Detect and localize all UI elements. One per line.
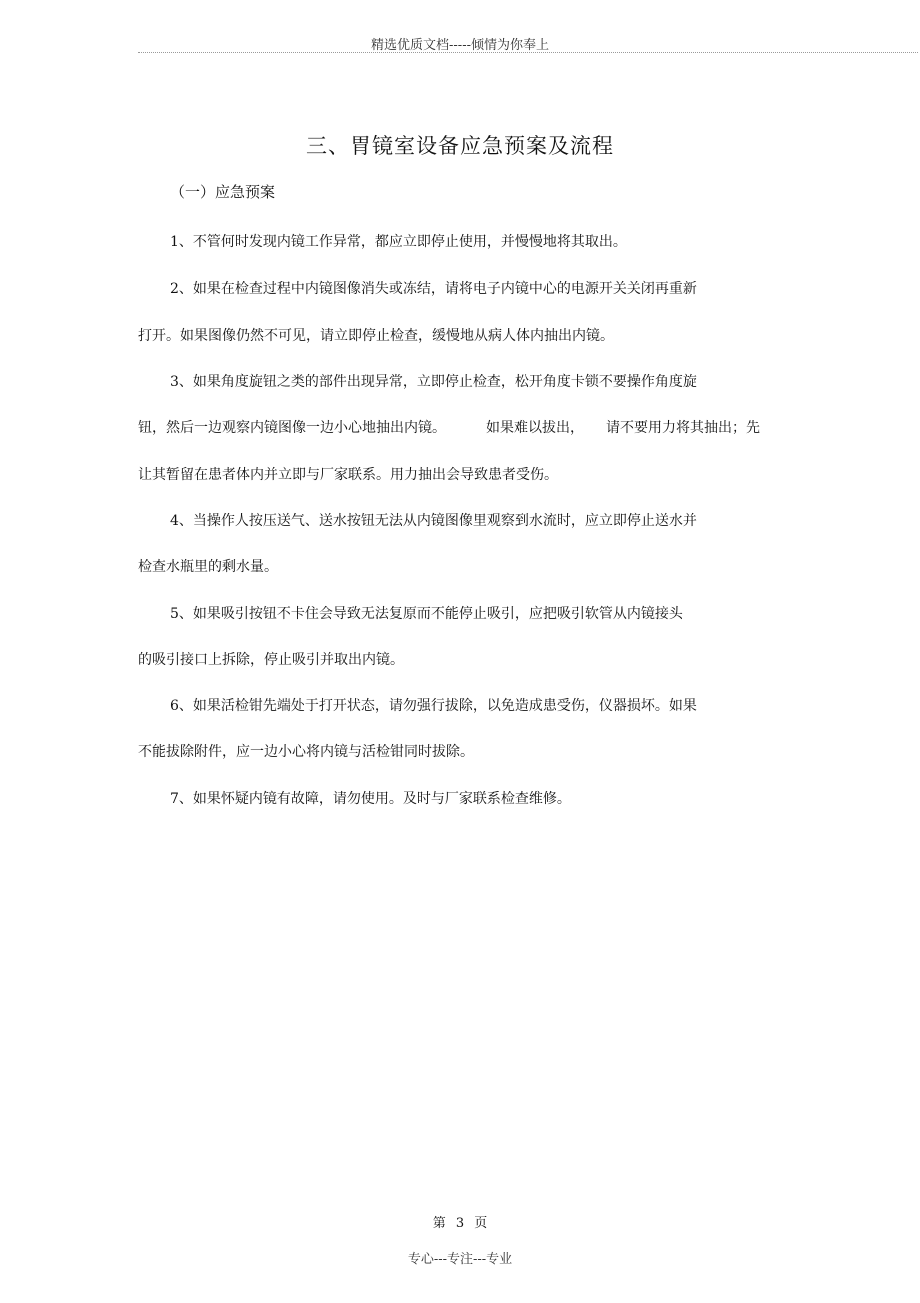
paragraph-5-line-1: 5、如果吸引按钮不卡住会导致无法复原而不能停止吸引，应把吸引软管从内镜接头 <box>170 606 683 622</box>
paragraph-3-line-2-part-2: 如果难以拔出， <box>486 420 584 436</box>
paragraph-2-line-1: 2、如果在检查过程中内镜图像消失或冻结，请将电子内镜中心的电源开关关闭再重新 <box>170 281 697 297</box>
paragraph-6-line-2: 不能拔除附件，应一边小心将内镜与活检钳同时拔除。 <box>138 744 474 760</box>
section-heading: （一）应急预案 <box>170 183 276 201</box>
paragraph-2-line-2: 打开。如果图像仍然不可见，请立即停止检查，缓慢地从病人体内抽出内镜。 <box>138 328 614 344</box>
paragraph-3-line-2-part-1: 钮，然后一边观察内镜图像一边小心地抽出内镜。 <box>138 420 446 436</box>
page-footer: 专心---专注---专业 <box>407 1252 513 1267</box>
document-title: 三、胃镜室设备应急预案及流程 <box>306 134 614 158</box>
paragraph-6-line-1: 6、如果活检钳先端处于打开状态，请勿强行拔除，以免造成患受伤，仪器损坏。如果 <box>170 698 697 714</box>
paragraph-4-line-2: 检查水瓶里的剩水量。 <box>138 559 278 575</box>
paragraph-3-line-2 <box>138 417 760 437</box>
paragraph-4-line-1: 4、当操作人按压送气、送水按钮无法从内镜图像里观察到水流时，应立即停止送水并 <box>170 513 697 529</box>
paragraph-3-line-2-part-3: 请不要用力将其抽出；先 <box>606 420 760 436</box>
header-divider <box>138 52 918 53</box>
paragraph-5-line-2: 的吸引接口上拆除，停止吸引并取出内镜。 <box>138 652 404 668</box>
page-header: 精选优质文档-----倾情为你奉上 <box>371 38 549 53</box>
paragraph-3-line-1: 3、如果角度旋钮之类的部件出现异常，立即停止检查，松开角度卡锁不要操作角度旋 <box>170 374 697 390</box>
paragraph-1-line-1: 1、不管何时发现内镜工作异常，都应立即停止使用，并慢慢地将其取出。 <box>170 234 627 250</box>
paragraph-7-line-1: 7、如果怀疑内镜有故障，请勿使用。及时与厂家联系检查维修。 <box>170 791 571 807</box>
paragraph-3-line-3: 让其暂留在患者体内并立即与厂家联系。用力抽出会导致患者受伤。 <box>138 467 558 483</box>
page-number: 第 3 页 <box>432 1216 488 1231</box>
